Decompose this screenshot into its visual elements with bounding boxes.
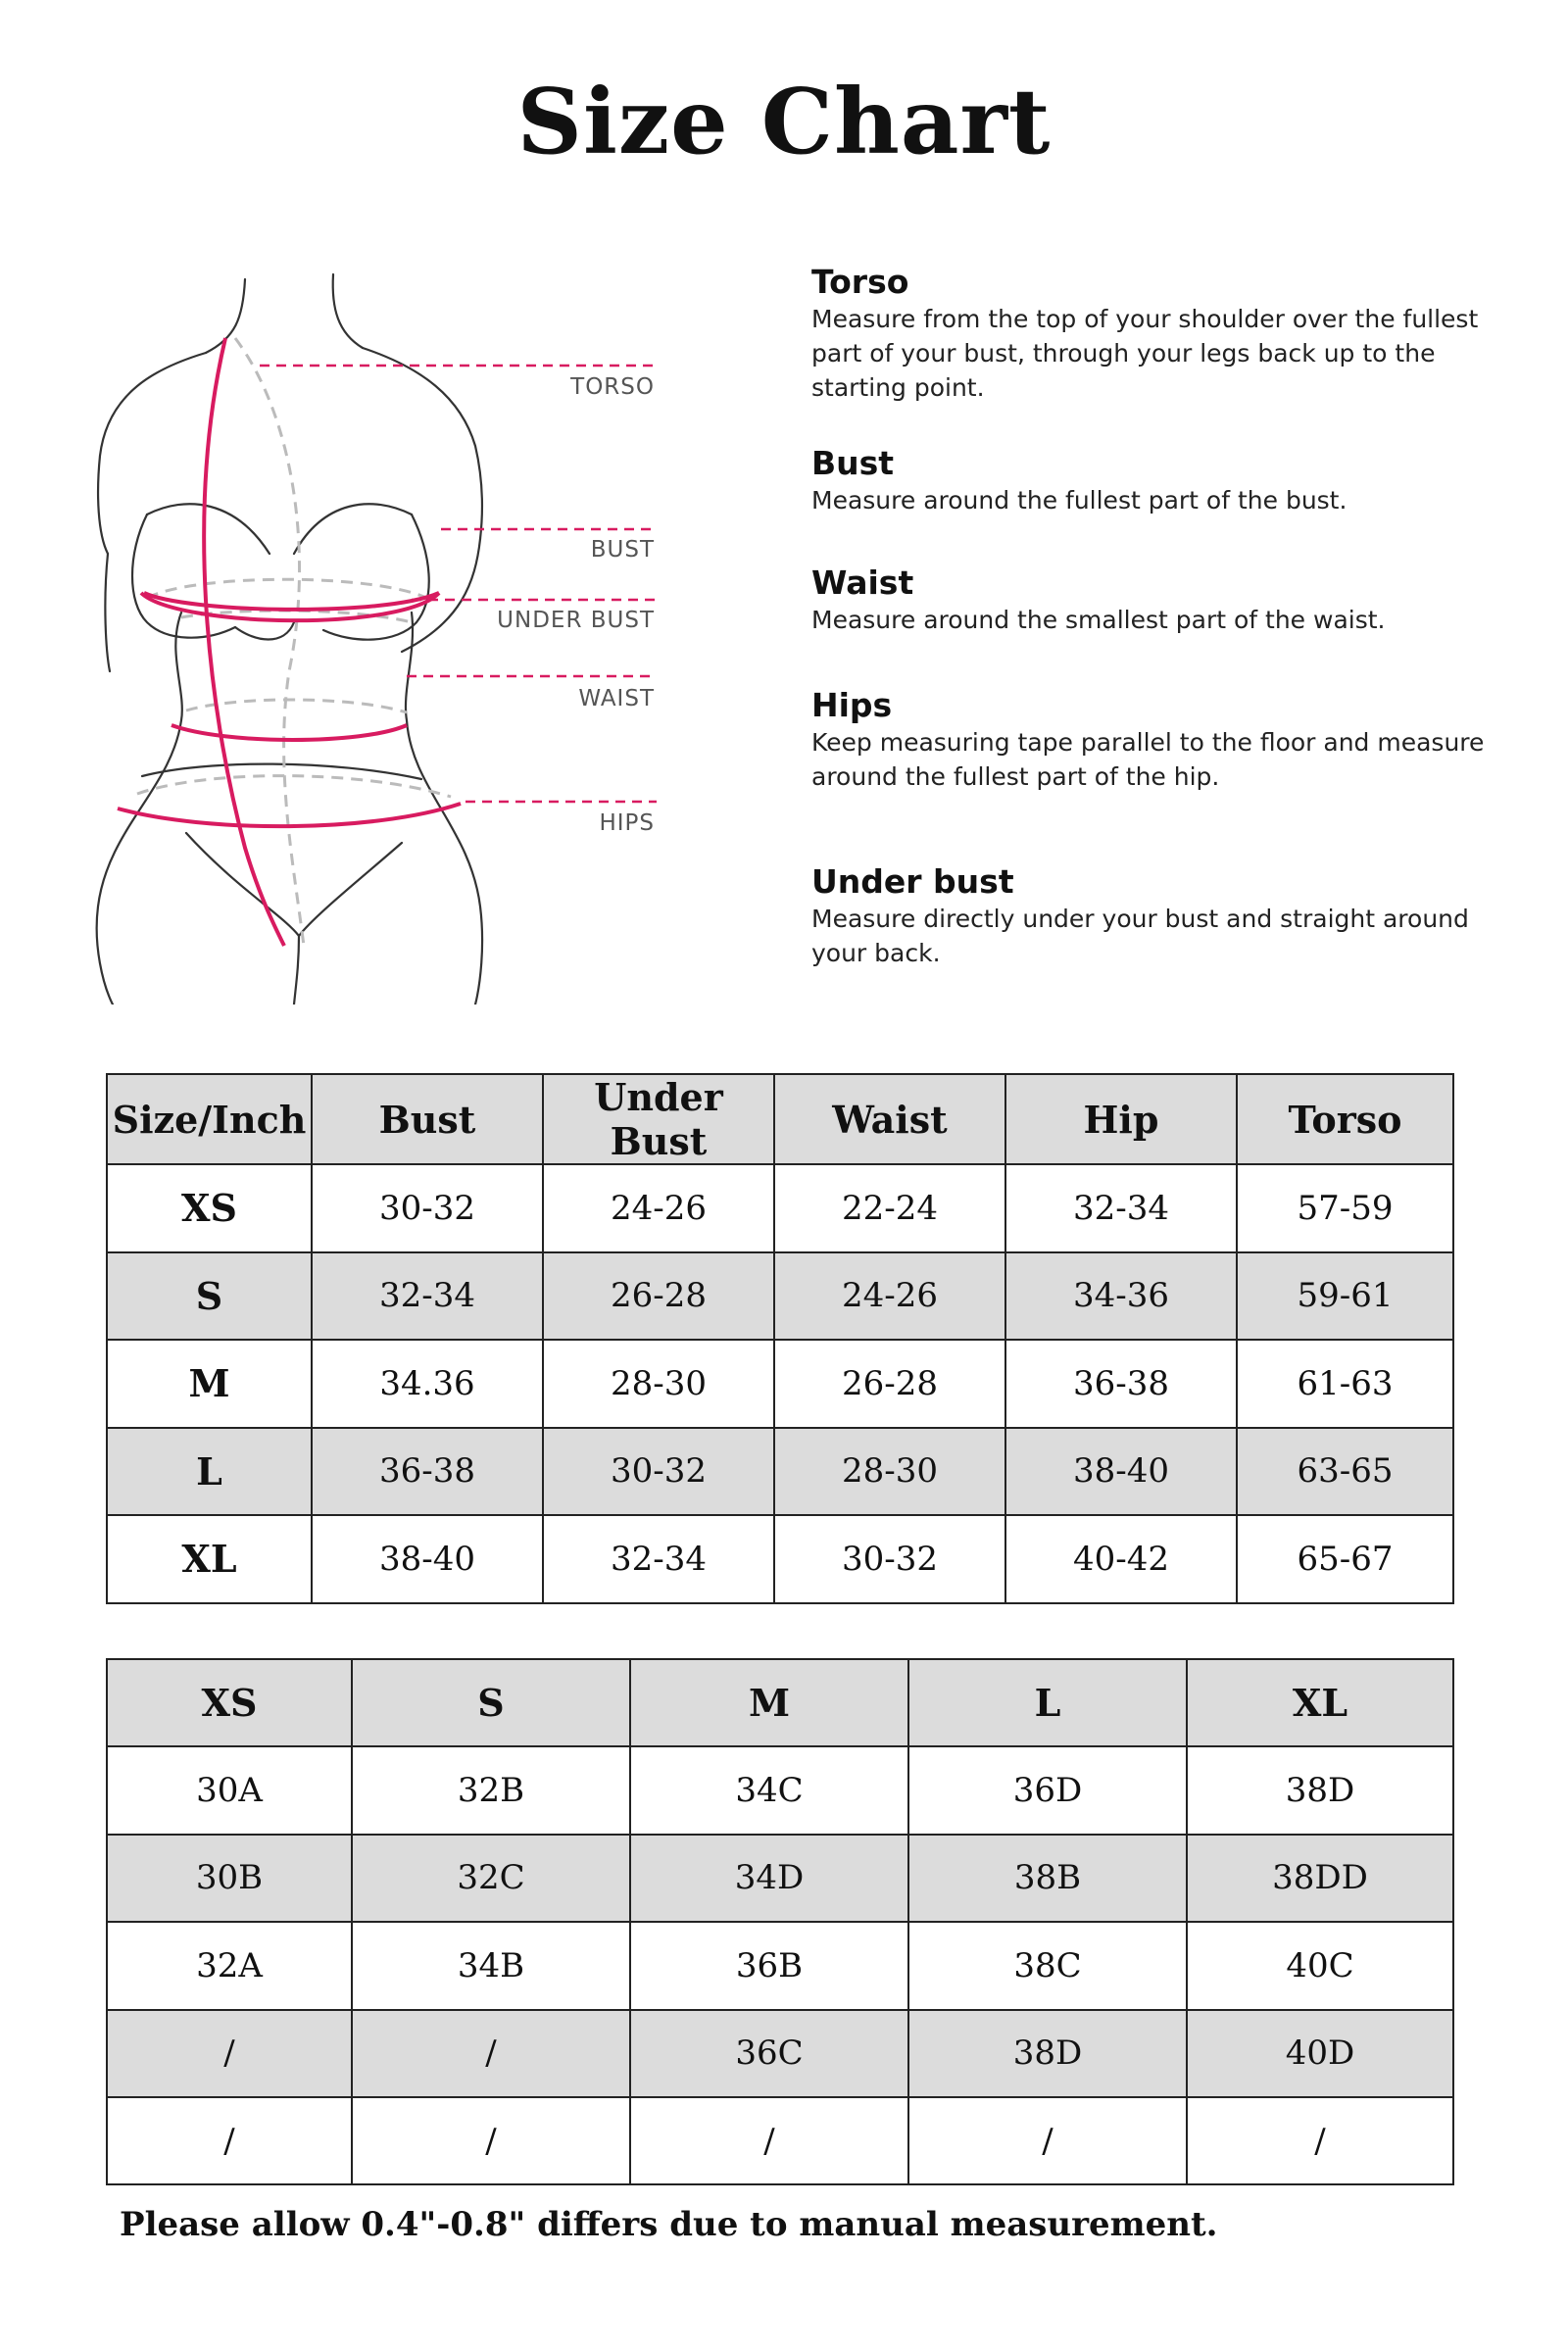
header-cell: XL xyxy=(1187,1659,1453,1746)
table-cell: / xyxy=(630,2097,908,2184)
page-title: Size Chart xyxy=(516,69,1052,174)
table-cell: 26-28 xyxy=(774,1340,1005,1428)
table-cell: 32C xyxy=(352,1835,630,1922)
measure-title: Bust xyxy=(811,444,895,482)
table-row xyxy=(107,1164,1453,1252)
body-figure-svg xyxy=(88,260,676,1004)
header-cell: Hip xyxy=(1005,1074,1237,1164)
size-cell: L xyxy=(107,1428,312,1516)
table-header-row xyxy=(107,1074,1453,1164)
table-cell: 22-24 xyxy=(774,1164,1005,1252)
size-chart-table xyxy=(106,1073,1454,1604)
label-torso: TORSO xyxy=(570,374,655,400)
table-cell: / xyxy=(352,2097,630,2184)
table-cell: 57-59 xyxy=(1237,1164,1453,1252)
table-cell: 34B xyxy=(352,1922,630,2009)
measure-torso xyxy=(811,263,1497,405)
waist-loop xyxy=(172,725,407,740)
measure-waist xyxy=(811,564,1497,637)
table-row xyxy=(107,1835,1453,1922)
measure-description: Measure directly under your bust and straight around your back. xyxy=(811,905,1469,967)
table-cell: 30A xyxy=(107,1746,352,1834)
label-waist: WAIST xyxy=(578,686,655,711)
header-cell: Size/Inch xyxy=(107,1074,312,1164)
table-cell: 38C xyxy=(908,1922,1187,2009)
table-cell: 36-38 xyxy=(1005,1340,1237,1428)
table-row xyxy=(107,2010,1453,2097)
table-cell: 40-42 xyxy=(1005,1515,1237,1603)
label-hips: HIPS xyxy=(599,810,655,836)
table-cell: 63-65 xyxy=(1237,1428,1453,1516)
table-cell: / xyxy=(107,2010,352,2097)
table-cell: 36C xyxy=(630,2010,908,2097)
table-cell: 32B xyxy=(352,1746,630,1834)
size-cell: XL xyxy=(107,1515,312,1603)
header-cell: Waist xyxy=(774,1074,1005,1164)
measure-hips xyxy=(811,686,1497,794)
table-cell: / xyxy=(1187,2097,1453,2184)
header-cell: L xyxy=(908,1659,1187,1746)
table-cell: 30-32 xyxy=(774,1515,1005,1603)
size-cell: XS xyxy=(107,1164,312,1252)
header-cell: Under Bust xyxy=(543,1074,774,1164)
table-row xyxy=(107,1252,1453,1341)
table-cell: 38-40 xyxy=(312,1515,543,1603)
table-cell: / xyxy=(352,2010,630,2097)
table-row xyxy=(107,1515,1453,1603)
table-cell: 34.36 xyxy=(312,1340,543,1428)
table-cell: 38-40 xyxy=(1005,1428,1237,1516)
size-cell: S xyxy=(107,1252,312,1341)
table-cell: 30-32 xyxy=(312,1164,543,1252)
table-cell: 65-67 xyxy=(1237,1515,1453,1603)
measure-description: Measure around the fullest part of the bust. xyxy=(811,486,1348,514)
bra-size-table xyxy=(106,1658,1454,2185)
table-row xyxy=(107,2097,1453,2184)
table-cell: 28-30 xyxy=(543,1340,774,1428)
table-cell: 24-26 xyxy=(543,1164,774,1252)
table-cell: 30-32 xyxy=(543,1428,774,1516)
table-cell: / xyxy=(107,2097,352,2184)
measure-title: Hips xyxy=(811,686,893,724)
table-cell: 34-36 xyxy=(1005,1252,1237,1341)
table-cell: 38D xyxy=(908,2010,1187,2097)
table-cell: 61-63 xyxy=(1237,1340,1453,1428)
table-row xyxy=(107,1340,1453,1428)
bust-loop xyxy=(144,593,439,610)
table-cell: 32-34 xyxy=(543,1515,774,1603)
table-cell: 26-28 xyxy=(543,1252,774,1341)
torso-line xyxy=(204,338,284,946)
table-cell: 32A xyxy=(107,1922,352,2009)
measure-bust xyxy=(811,444,1497,517)
table-cell: 34D xyxy=(630,1835,908,1922)
label-under-bust: UNDER BUST xyxy=(497,608,655,633)
table-cell: 24-26 xyxy=(774,1252,1005,1341)
table-cell: 32-34 xyxy=(312,1252,543,1341)
table-cell: 36D xyxy=(908,1746,1187,1834)
measure-title: Torso xyxy=(811,263,909,301)
table-cell: 32-34 xyxy=(1005,1164,1237,1252)
table-cell: 34C xyxy=(630,1746,908,1834)
header-cell: XS xyxy=(107,1659,352,1746)
table-cell: 40C xyxy=(1187,1922,1453,2009)
table-cell: 28-30 xyxy=(774,1428,1005,1516)
body-measurement-diagram xyxy=(88,260,676,1004)
measurement-note: Please allow 0.4"-0.8" differs due to manual measurement. xyxy=(120,2205,1218,2244)
label-bust: BUST xyxy=(590,537,655,563)
table-row xyxy=(107,1922,1453,2009)
table-row xyxy=(107,1428,1453,1516)
table-cell: 38D xyxy=(1187,1746,1453,1834)
measure-description: Keep measuring tape parallel to the floor and measure around the fullest part of the hip. xyxy=(811,728,1485,791)
size-cell: M xyxy=(107,1340,312,1428)
header-cell: Torso xyxy=(1237,1074,1453,1164)
table-row xyxy=(107,1746,1453,1834)
measure-under-bust xyxy=(811,862,1497,970)
table-cell: / xyxy=(908,2097,1187,2184)
measure-description: Measure around the smallest part of the waist. xyxy=(811,606,1386,634)
table-cell: 40D xyxy=(1187,2010,1453,2097)
measure-description: Measure from the top of your shoulder over the fullest part of your bust, through your legs back up to the starting point. xyxy=(811,305,1479,402)
header-cell: M xyxy=(630,1659,908,1746)
header-cell: S xyxy=(352,1659,630,1746)
table-cell: 59-61 xyxy=(1237,1252,1453,1341)
table-cell: 30B xyxy=(107,1835,352,1922)
measure-title: Under bust xyxy=(811,862,1014,901)
table-header-row xyxy=(107,1659,1453,1746)
table-cell: 38DD xyxy=(1187,1835,1453,1922)
table-cell: 36-38 xyxy=(312,1428,543,1516)
table-cell: 36B xyxy=(630,1922,908,2009)
table-cell: 38B xyxy=(908,1835,1187,1922)
header-cell: Bust xyxy=(312,1074,543,1164)
measure-title: Waist xyxy=(811,564,914,602)
